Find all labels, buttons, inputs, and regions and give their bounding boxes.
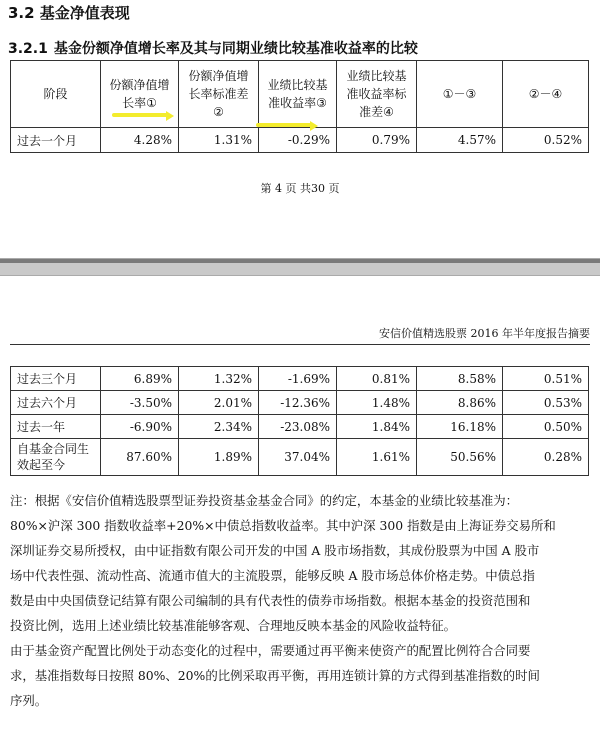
header-rule (10, 344, 590, 345)
header-benchmark-return: 业绩比较基准收益率③ (259, 61, 337, 128)
cell: -23.08% (259, 415, 337, 439)
running-header: 安信价值精选股票 2016 年半年度报告摘要 (379, 327, 590, 340)
performance-table-top (10, 60, 589, 153)
header-diff-1-3: ①－③ (417, 61, 503, 128)
table-row (11, 367, 589, 391)
cell: -1.69% (259, 367, 337, 391)
table-row (11, 439, 589, 476)
cell: 50.56% (417, 439, 503, 476)
header-nav-growth-std: 份额净值增长率标准差② (179, 61, 259, 128)
cell: 37.04% (259, 439, 337, 476)
cell: 0.28% (503, 439, 589, 476)
cell: 8.86% (417, 391, 503, 415)
table-row (11, 415, 589, 439)
highlight-mark (256, 123, 312, 127)
row-label: 过去六个月 (11, 391, 101, 415)
header-diff-2-4: ②－④ (503, 61, 589, 128)
cell: 0.53% (503, 391, 589, 415)
cell: 87.60% (101, 439, 179, 476)
row-label: 自基金合同生效起至今 (11, 439, 101, 476)
cell: 1.84% (337, 415, 417, 439)
note-line: 深圳证券交易所授权，由中证指数有限公司开发的中国 A 股市场指数，其成份股票为中国 A 股市 (10, 543, 540, 558)
cell: -6.90% (101, 415, 179, 439)
cell: -3.50% (101, 391, 179, 415)
cell: 4.28% (101, 128, 179, 153)
row-label: 过去一年 (11, 415, 101, 439)
table-row (11, 391, 589, 415)
note-line: 求，基准指数每日按照 80%、20%的比例采取再平衡，再用连锁计算的方式得到基准指数的时间 (10, 668, 540, 683)
note-line: 场中代表性强、流动性高、流通市值大的主流股票，能够反映 A 股市场总体价格走势。中债总指 (10, 568, 535, 583)
cell: 1.61% (337, 439, 417, 476)
table-header-row (11, 61, 589, 128)
subsection-number: 3.2.1 (8, 41, 48, 57)
subsection-title (8, 38, 418, 58)
cell: 1.48% (337, 391, 417, 415)
row-label: 过去一个月 (11, 128, 101, 153)
cell: 1.89% (179, 439, 259, 476)
page-gap (0, 258, 600, 276)
cell: 0.52% (503, 128, 589, 153)
note-line: 由于基金资产配置比例处于动态变化的过程中，需要通过再平衡来使资产的配置比例符合合同要 (10, 643, 531, 658)
table-row (11, 128, 589, 153)
highlight-mark (112, 113, 168, 117)
cell: -0.29% (259, 128, 337, 153)
cell: 2.34% (179, 415, 259, 439)
cell: 4.57% (417, 128, 503, 153)
note-paragraph (10, 488, 590, 713)
cell: 0.50% (503, 415, 589, 439)
highlight-arrow (166, 111, 174, 121)
cell: 0.51% (503, 367, 589, 391)
section-title: 3.2 基金净值表现 (8, 4, 130, 22)
row-label: 过去三个月 (11, 367, 101, 391)
cell: 2.01% (179, 391, 259, 415)
note-line: 注：根据《安信价值精选股票型证券投资基金基金合同》的约定，本基金的业绩比较基准为： (10, 493, 519, 508)
header-benchmark-std: 业绩比较基准收益率标准差④ (337, 61, 417, 128)
note-line: 数是由中央国债登记结算有限公司编制的具有代表性的债券市场指数。根据本基金的投资范围和 (10, 593, 531, 608)
header-nav-growth: 份额净值增长率① (101, 61, 179, 128)
cell: 0.79% (337, 128, 417, 153)
header-period: 阶段 (11, 61, 101, 128)
cell: 6.89% (101, 367, 179, 391)
cell: 0.81% (337, 367, 417, 391)
performance-table-continued (10, 366, 589, 476)
highlight-arrow (310, 121, 318, 131)
page-gap-shadow (0, 259, 600, 263)
cell: 16.18% (417, 415, 503, 439)
note-line: 序列。 (10, 693, 48, 708)
note-line: 投资比例，选用上述业绩比较基准能够客观、合理地反映本基金的风险收益特征。 (10, 618, 457, 633)
cell: 8.58% (417, 367, 503, 391)
subsection-text: 基金份额净值增长率及其与同期业绩比较基准收益率的比较 (53, 41, 418, 57)
note-line: 80%×沪深 300 指数收益率+20%×中债总指数收益率。其中沪深 300 指数是由上海证券交易所和 (10, 518, 556, 533)
cell: 1.32% (179, 367, 259, 391)
cell: -12.36% (259, 391, 337, 415)
cell: 1.31% (179, 128, 259, 153)
page-number: 第 4 页 共30 页 (260, 182, 340, 195)
